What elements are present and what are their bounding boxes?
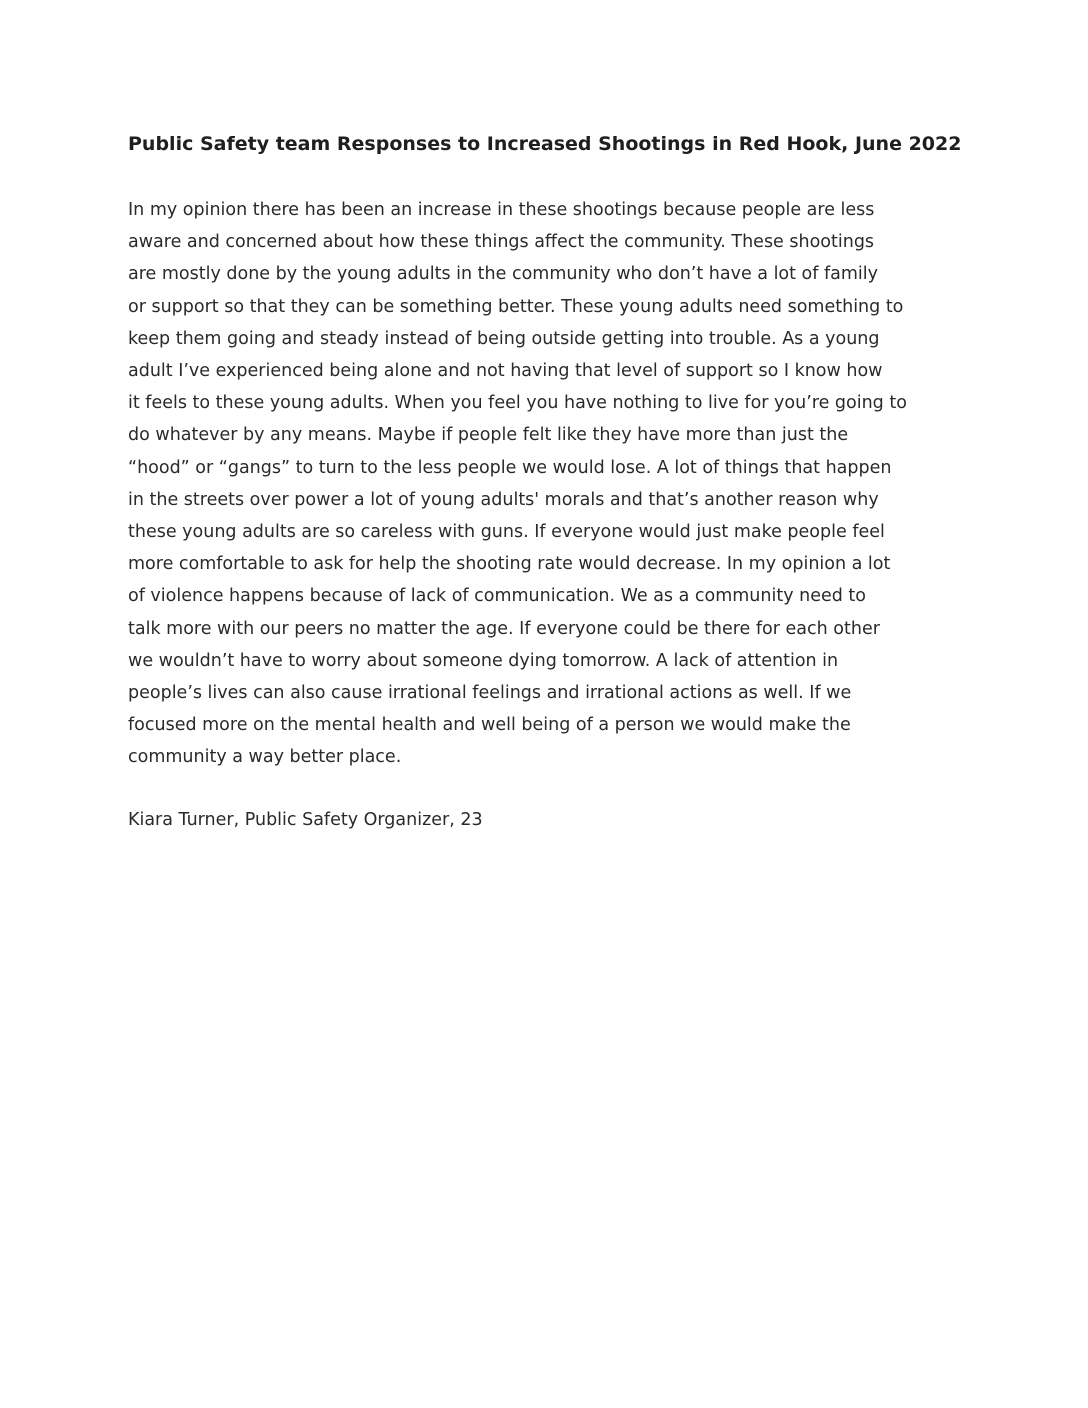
body-line: do whatever by any means. Maybe if people felt like they have more than just the	[128, 425, 849, 446]
body-line: or support so that they can be something better. These young adults need something to	[128, 296, 904, 317]
body-line: more comfortable to ask for help the shooting rate would decrease. In my opinion a lot	[128, 554, 891, 575]
body-line: people’s lives can also cause irrational feelings and irrational actions as well. If we	[128, 683, 852, 704]
body-line: are mostly done by the young adults in the community who don’t have a lot of family	[128, 264, 879, 285]
document-content	[128, 130, 968, 836]
document-title: Public Safety team Responses to Increased Shootings in Red Hook, June 2022	[128, 133, 962, 155]
body-line: of violence happens because of lack of communication. We as a community need to	[128, 586, 866, 607]
body-line: keep them going and steady instead of being outside getting into trouble. As a young	[128, 328, 880, 349]
body-line: In my opinion there has been an increase in these shootings because people are less	[128, 200, 875, 220]
body-line: we wouldn’t have to worry about someone dying tomorrow. A lack of attention in	[128, 650, 839, 671]
body-paragraph	[128, 194, 968, 774]
body-line: adult I’ve experienced being alone and not having that level of support so I know how	[128, 361, 883, 382]
body-line: aware and concerned about how these things affect the community. These shootings	[128, 232, 875, 253]
body-line: focused more on the mental health and well being of a person we would make the	[128, 715, 851, 736]
body-line: it feels to these young adults. When you feel you have nothing to live for you’re going to	[128, 393, 907, 414]
body-line: “hood” or “gangs” to turn to the less people we would lose. A lot of things that happen	[128, 457, 892, 478]
body-line: in the streets over power a lot of young adults' morals and that’s another reason why	[128, 489, 879, 510]
author-signature: Kiara Turner, Public Safety Organizer, 23	[128, 809, 483, 830]
body-line: these young adults are so careless with guns. If everyone would just make people feel	[128, 522, 885, 543]
body-line: community a way better place.	[128, 747, 402, 768]
body-line: talk more with our peers no matter the age. If everyone could be there for each other	[128, 618, 880, 639]
